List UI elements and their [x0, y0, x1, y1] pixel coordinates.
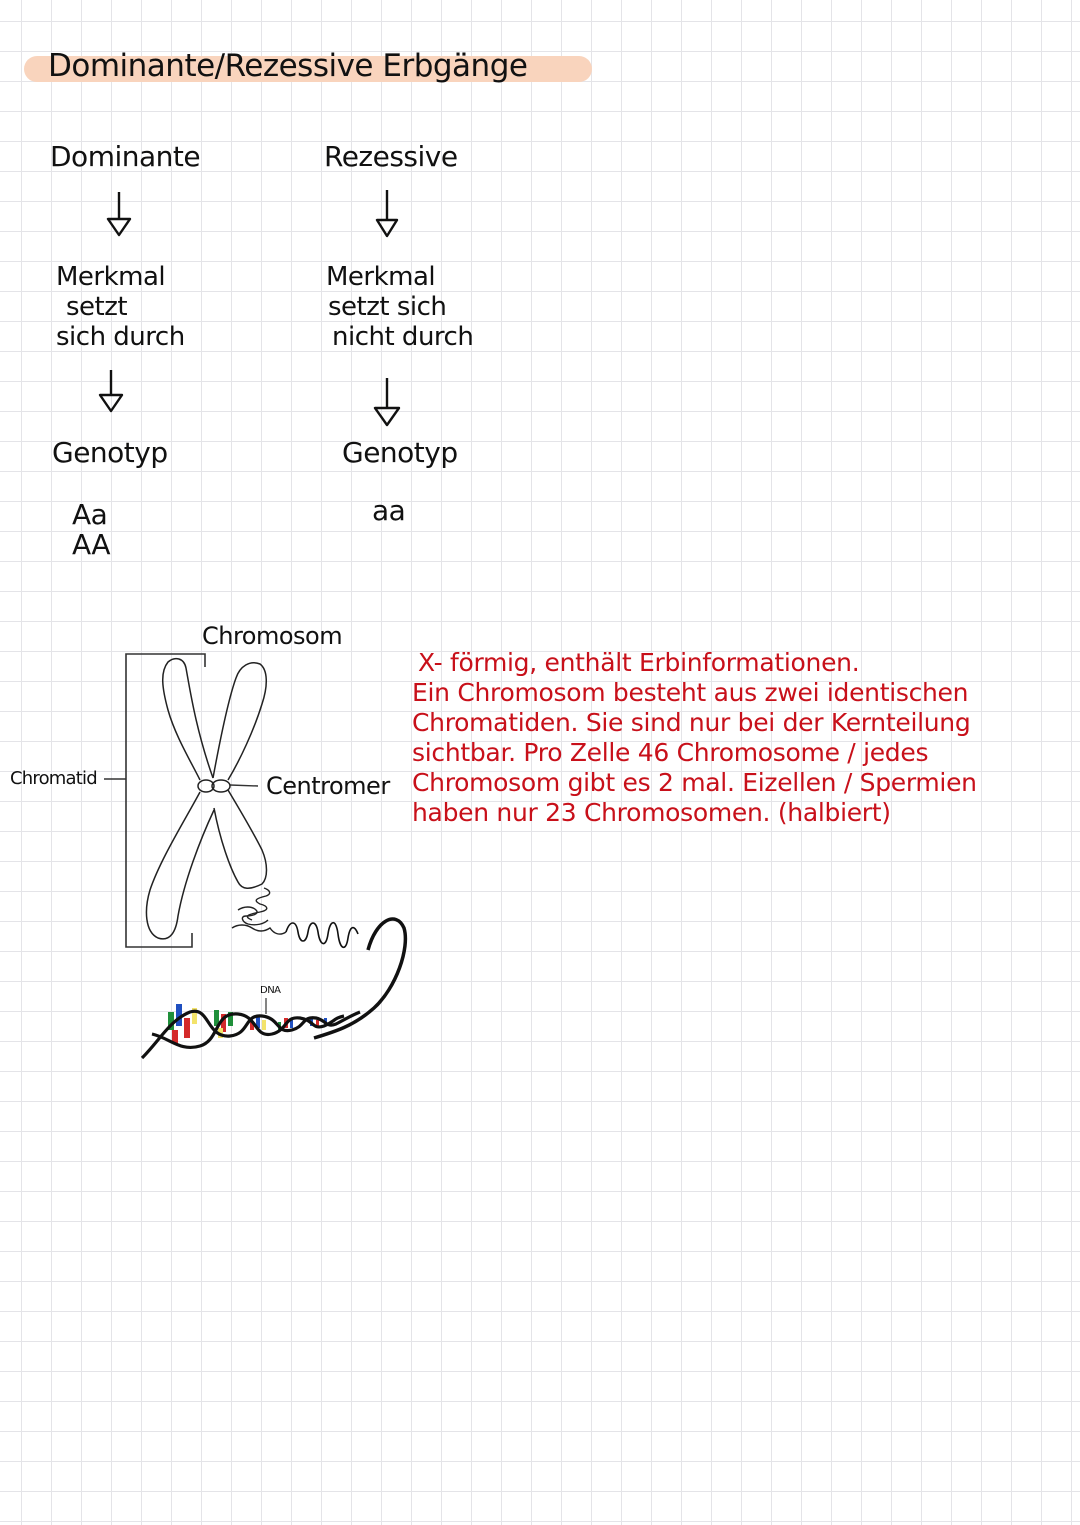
dna-label: DNA — [260, 985, 281, 996]
note-line: Ein Chromosom besteht aus zwei identischen — [412, 678, 969, 707]
dominant-trait-line: sich durch — [56, 322, 185, 352]
note-line: sichtbar. Pro Zelle 46 Chromosome / jedes — [412, 738, 929, 767]
chromosome-icon — [146, 659, 266, 939]
note-line: haben nur 23 Chromosomen. (halbiert) — [412, 798, 891, 827]
dominant-trait-line: Merkmal — [56, 262, 166, 292]
chromatin-fiber-icon — [286, 923, 358, 948]
chromosome-notes — [412, 648, 977, 828]
dominant-trait-line: setzt — [66, 292, 128, 322]
recessive-genotype-label: Genotyp — [342, 436, 458, 469]
recessive-trait-line: setzt sich — [328, 292, 447, 322]
recessive-heading: Rezessive — [324, 140, 458, 173]
down-arrow-icon — [372, 190, 402, 240]
genotype-value: Aa — [72, 498, 108, 531]
recessive-trait-line: nicht durch — [332, 322, 474, 352]
recessive-trait-line: Merkmal — [326, 262, 436, 292]
recessive-trait — [326, 262, 473, 352]
page-title: Dominante/Rezessive Erbgänge — [48, 48, 528, 84]
chromosome-diagram — [0, 620, 420, 1070]
note-line: Chromatiden. Sie sind nur bei der Kernteilung — [412, 708, 971, 737]
recessive-genotypes — [372, 496, 405, 526]
note-line: X- förmig, enthält Erbinformationen. — [418, 648, 860, 677]
down-arrow-icon — [96, 368, 126, 418]
centromer-label: Centromer — [266, 772, 390, 800]
genotype-value: aa — [372, 494, 406, 527]
chromatin-coil-icon — [232, 888, 286, 934]
down-arrow-icon — [372, 378, 402, 428]
centromer-leader-line — [230, 785, 258, 786]
dominant-trait — [56, 262, 185, 352]
dominant-genotype-label: Genotyp — [52, 436, 168, 469]
chromosom-label: Chromosom — [202, 622, 343, 650]
down-arrow-icon — [104, 190, 134, 240]
genotype-value: AA — [72, 528, 111, 561]
dominant-genotypes — [72, 500, 110, 560]
chromatid-label: Chromatid — [10, 768, 97, 789]
dna-helix-icon — [142, 998, 360, 1058]
note-line: Chromosom gibt es 2 mal. Eizellen / Spermien — [412, 768, 977, 797]
dominant-heading: Dominante — [50, 140, 201, 173]
